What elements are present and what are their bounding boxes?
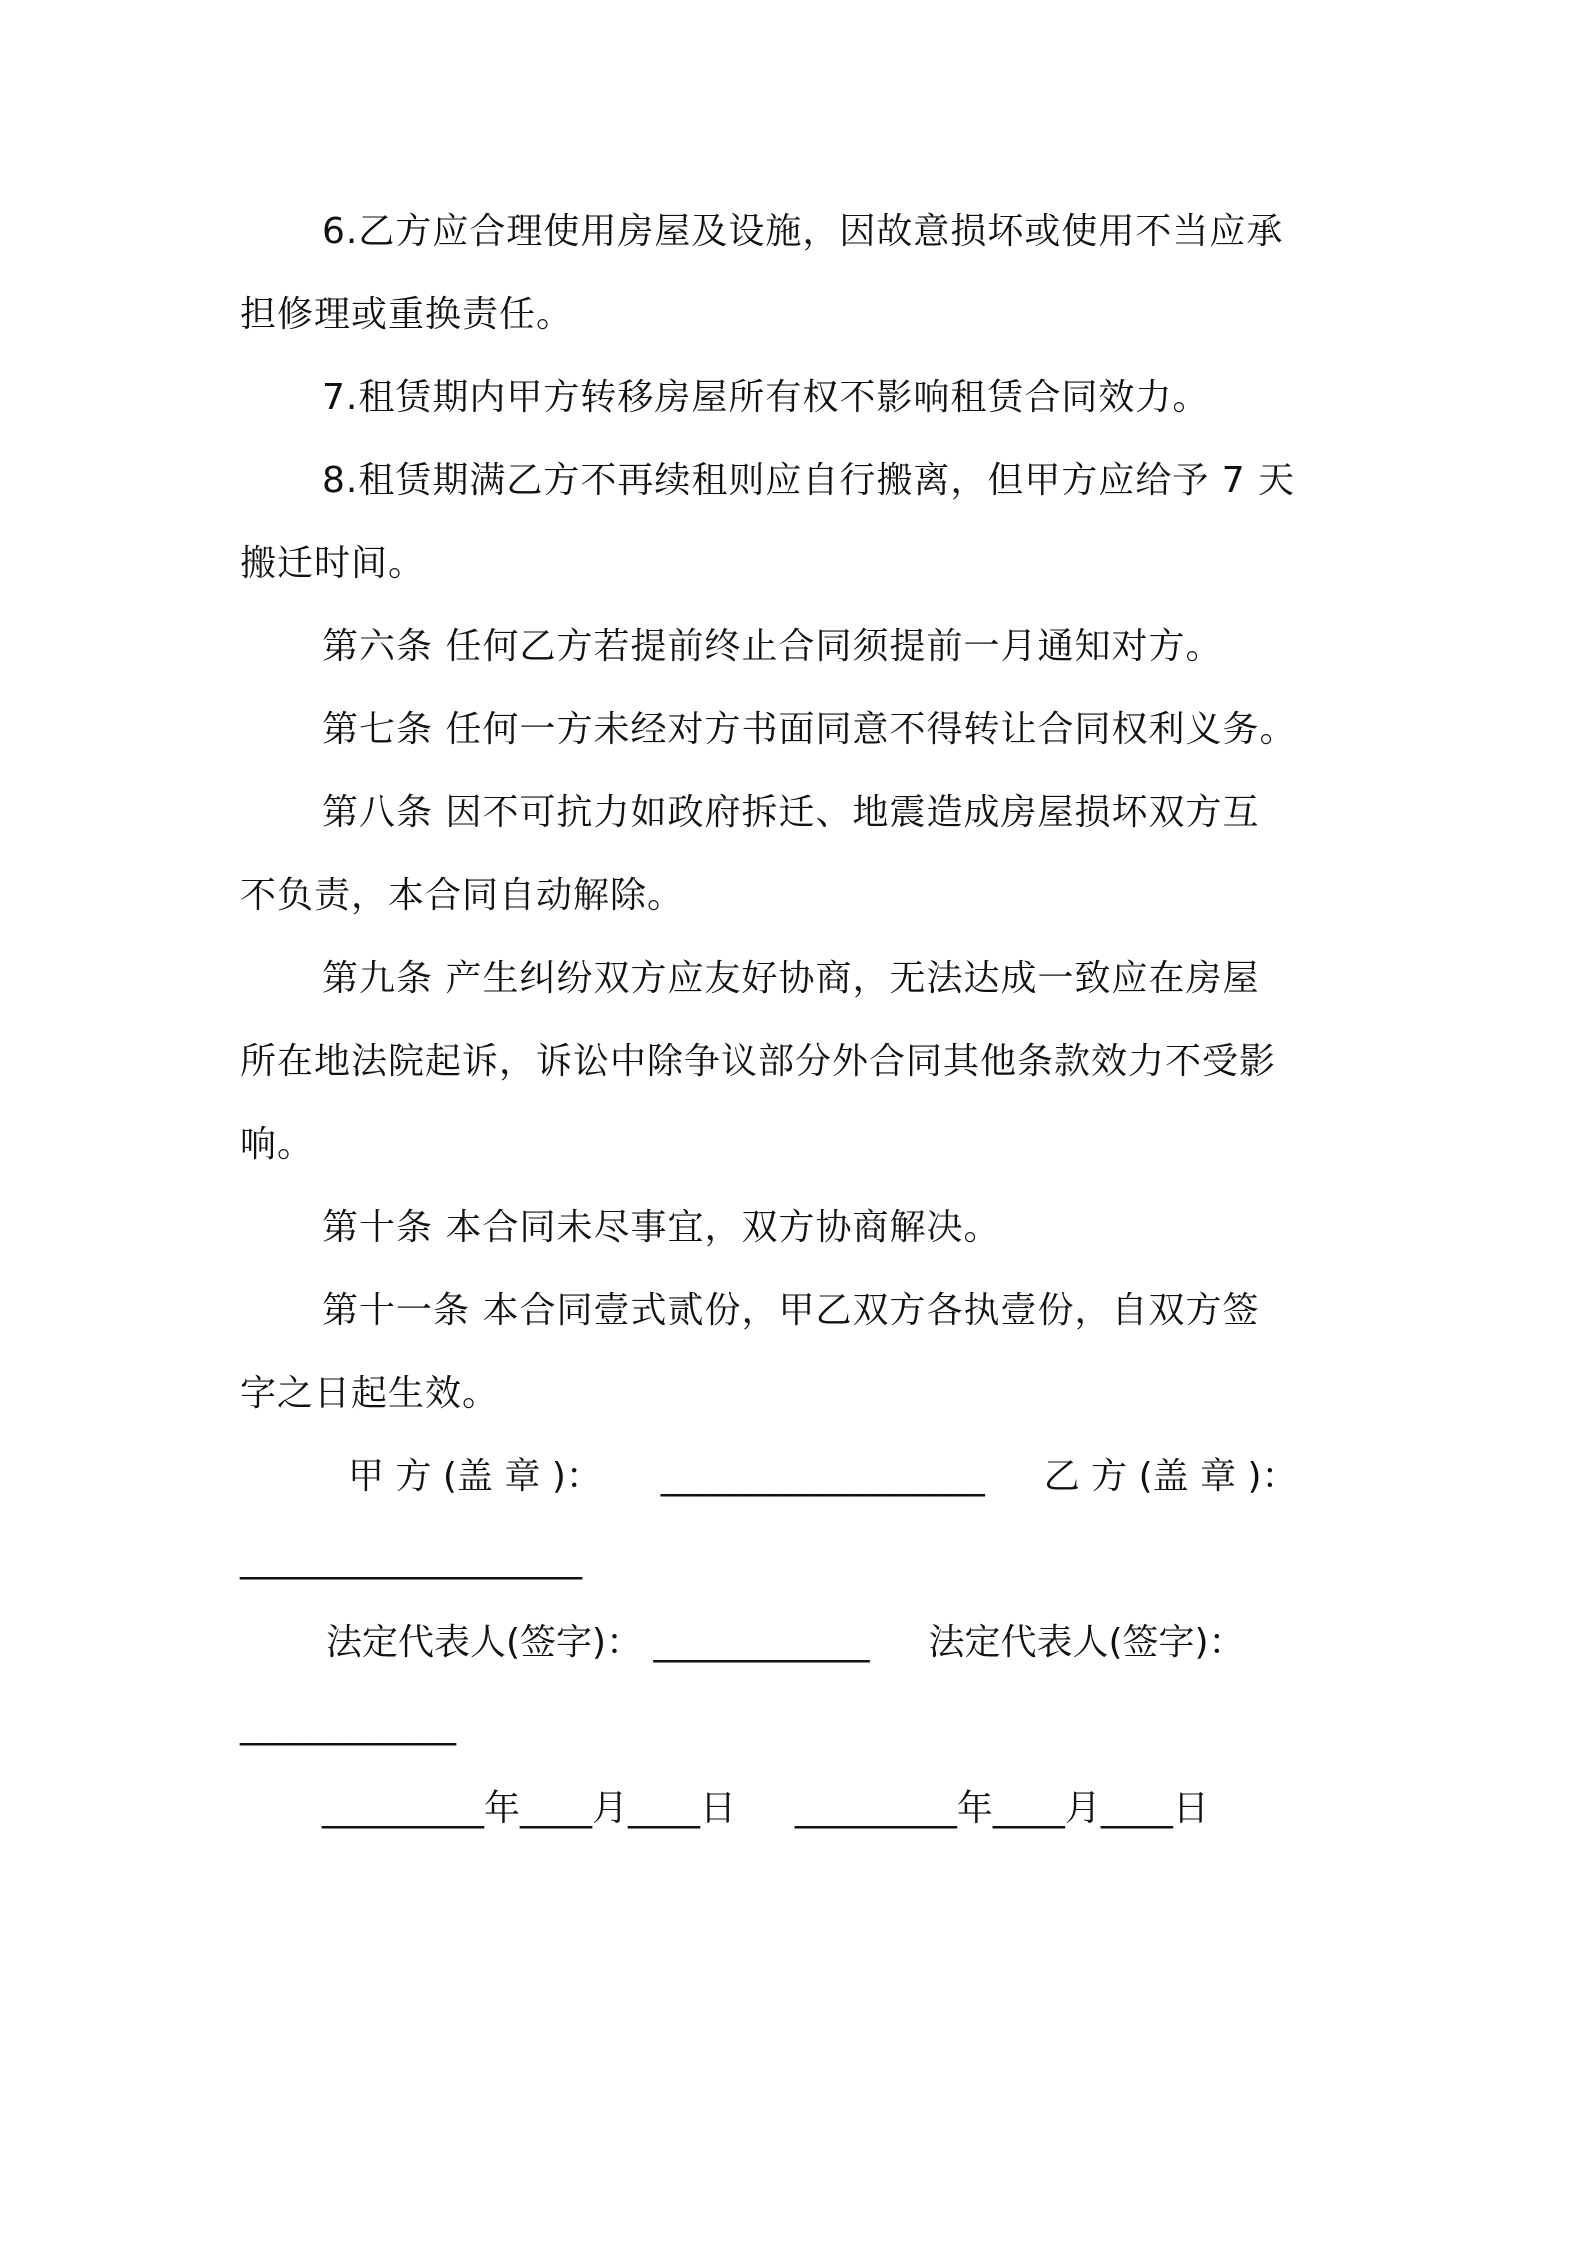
party-a-date: _________年____月____日 <box>322 1788 736 1829</box>
article-10: 第十条 本合同未尽事宜，双方协商解决。 <box>322 1207 1001 1248</box>
article-9-line3: 响。 <box>240 1124 315 1165</box>
party-b-seal-blank: ___________________ <box>240 1539 582 1580</box>
article-9-line2: 所在地法院起诉，诉讼中除争议部分外合同其他条款效力不受影 <box>240 1041 1277 1082</box>
clause-item6-line2: 担修理或重换责任。 <box>240 294 574 335</box>
clause-item8-line2: 搬迁时间。 <box>240 543 426 584</box>
clause-item8-line1: 8.租赁期满乙方不再续租则应自行搬离，但甲方应给予 7 天 <box>322 460 1296 501</box>
party-b-seal-label: 乙 方 (盖 章 )： <box>1043 1456 1298 1497</box>
contract-page <box>240 190 1360 1850</box>
date-row <box>240 1767 1360 1850</box>
article-7: 第七条 任何一方未经对方书面同意不得转让合同权利义务。 <box>322 709 1297 750</box>
article-6: 第六条 任何乙方若提前终止合同须提前一月通知对方。 <box>322 626 1223 667</box>
representative-row <box>240 1601 1360 1684</box>
party-a-rep-label: 法定代表人(签字)： <box>326 1622 643 1663</box>
article-11-line1: 第十一条 本合同壹式贰份，甲乙双方各执壹份，自双方签 <box>322 1290 1260 1331</box>
party-b-rep-label: 法定代表人(签字)： <box>928 1622 1245 1663</box>
party-b-rep-blank: ____________ <box>240 1705 456 1746</box>
party-b-rep-blank-row <box>240 1684 1360 1767</box>
party-seal-row <box>240 1435 1360 1518</box>
party-a-seal-blank: __________________ <box>660 1456 985 1497</box>
party-a-rep-blank: ____________ <box>653 1622 870 1663</box>
article-11-line2: 字之日起生效。 <box>240 1373 500 1414</box>
party-b-date: _________年____月____日 <box>794 1788 1209 1829</box>
article-8-line2: 不负责，本合同自动解除。 <box>240 875 685 916</box>
party-b-seal-blank-row <box>240 1518 1360 1601</box>
article-8-line1: 第八条 因不可抗力如政府拆迁、地震造成房屋损坏双方互 <box>322 792 1260 833</box>
party-a-seal-label: 甲 方 (盖 章 )： <box>348 1456 602 1497</box>
clause-item7: 7.租赁期内甲方转移房屋所有权不影响租赁合同效力。 <box>322 377 1210 418</box>
article-9-line1: 第九条 产生纠纷双方应友好协商，无法达成一致应在房屋 <box>322 958 1260 999</box>
clause-item6-line1: 6.乙方应合理使用房屋及设施，因故意损坏或使用不当应承 <box>322 211 1284 252</box>
